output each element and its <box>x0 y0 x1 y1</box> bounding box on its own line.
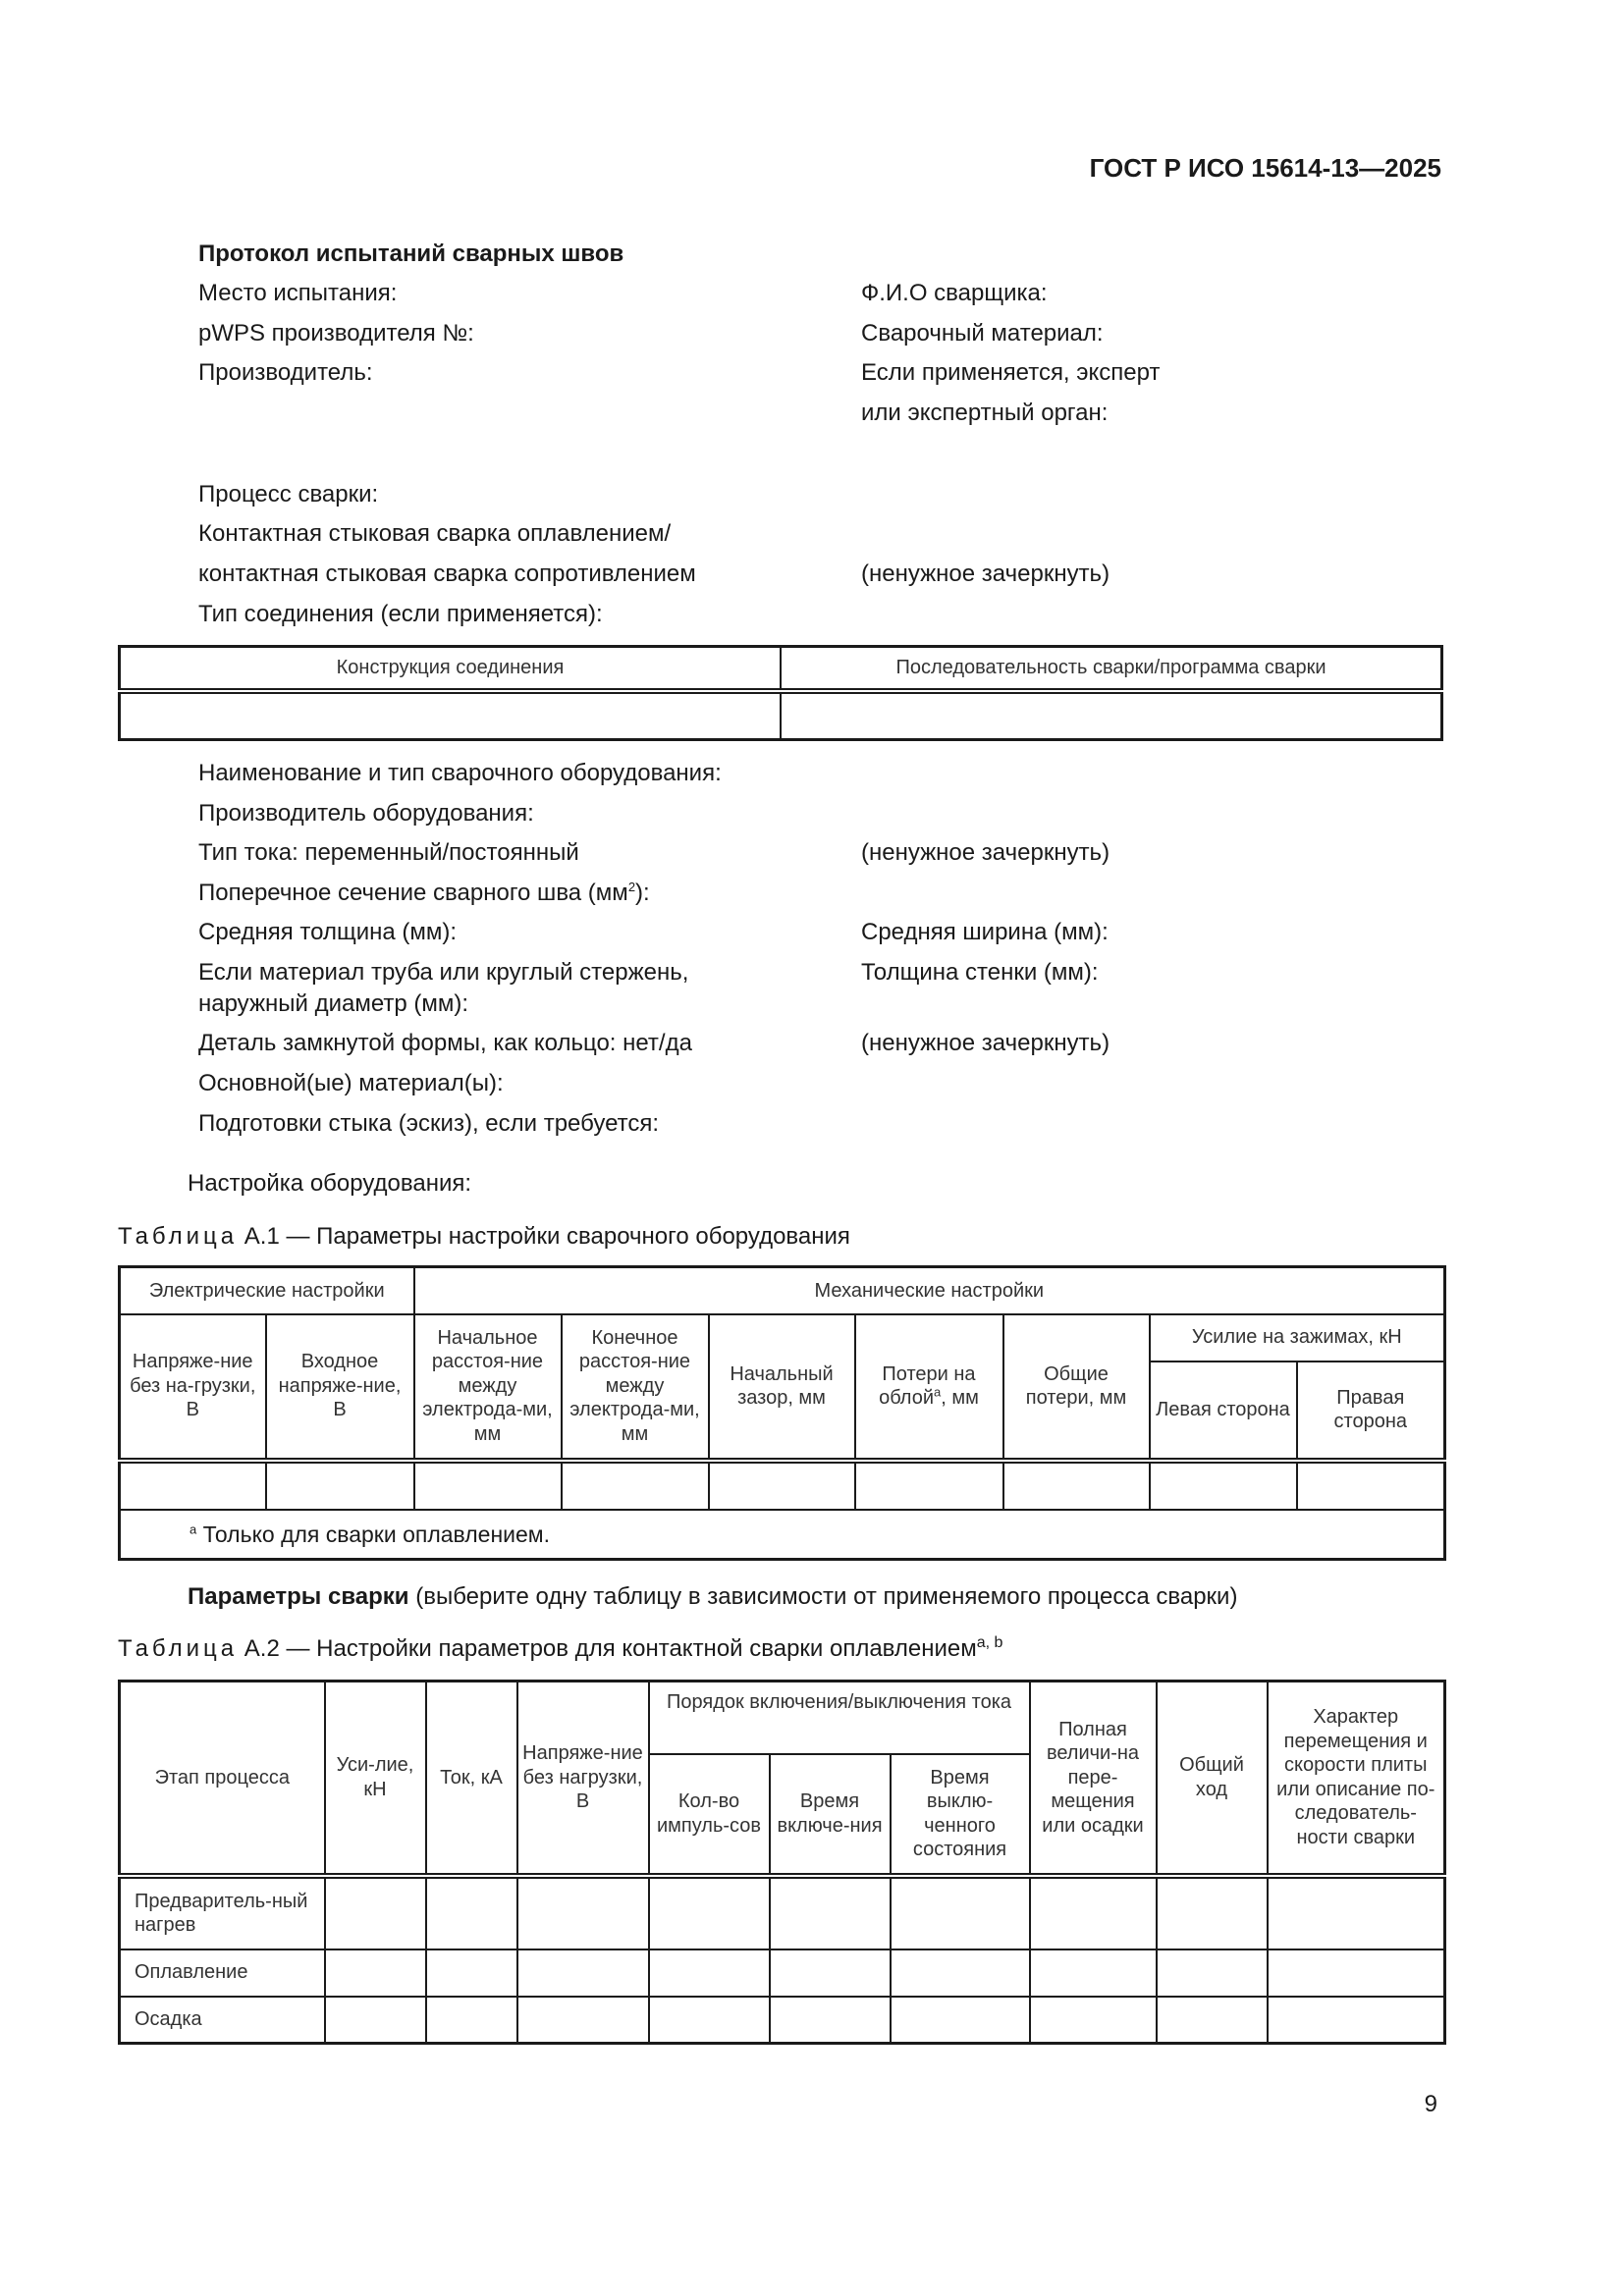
cell[interactable] <box>414 1461 562 1510</box>
caption-text: А.2 — Настройки параметров для контактной сварки оплавлением <box>244 1635 977 1662</box>
field-equipment: Наименование и тип сварочного оборудования: <box>198 760 722 786</box>
document-number: ГОСТ Р ИСО 15614-13—2025 <box>1089 153 1441 183</box>
cell[interactable] <box>1030 1997 1157 2044</box>
field-joint-prep: Подготовки стыка (эскиз), если требуется: <box>198 1110 660 1137</box>
field-manufacturer: Производитель: <box>198 359 373 386</box>
cell[interactable] <box>649 1949 770 1997</box>
field-expert-1: Если применяется, эксперт <box>861 359 1161 386</box>
field-base-material: Основной(ые) материал(ы): <box>198 1070 504 1096</box>
process-line-2: контактная стыковая сварка сопротивлением <box>198 561 696 587</box>
joint-design-header: Конструкция соединения <box>120 647 782 691</box>
flash-loss-text: Потери на облой <box>879 1362 976 1409</box>
field-cross-section <box>198 879 650 908</box>
cell[interactable] <box>770 1997 891 2044</box>
clamp-force-group: Усилие на зажимах, кН <box>1150 1314 1445 1362</box>
caption-prefix: Таблица <box>118 1635 239 1662</box>
cell[interactable] <box>1157 1876 1268 1949</box>
field-welder: Ф.И.О сварщика: <box>861 280 1048 306</box>
col-no-load-voltage: Напряже-ние без нагрузки, В <box>517 1682 649 1876</box>
setup-heading: Настройка оборудования: <box>188 1170 472 1197</box>
cell[interactable] <box>562 1461 709 1510</box>
cell[interactable] <box>1157 1997 1268 2044</box>
field-ring: Деталь замкнутой формы, как кольцо: нет/да <box>198 1030 692 1056</box>
cell[interactable] <box>1003 1461 1150 1510</box>
col-left-side: Левая сторона <box>1150 1362 1297 1461</box>
cell[interactable] <box>426 1949 517 1997</box>
row-label-upset: Осадка <box>120 1997 325 2044</box>
col-pulses: Кол-во импуль-сов <box>649 1754 770 1876</box>
joint-table <box>118 645 1443 741</box>
table-row <box>120 1876 1445 1949</box>
col-platen-movement: Характер перемещения и скорости плиты или описание по-следователь-ности сварки <box>1268 1682 1445 1876</box>
field-process: Процесс сварки: <box>198 481 379 507</box>
cell[interactable] <box>325 1876 426 1949</box>
sequence-cell[interactable] <box>781 691 1442 740</box>
col-total-loss: Общие потери, мм <box>1003 1314 1150 1461</box>
field-avg-width: Средняя ширина (мм): <box>861 919 1109 945</box>
table-a1 <box>118 1265 1446 1561</box>
cell[interactable] <box>517 1949 649 1997</box>
cell[interactable] <box>1268 1949 1445 1997</box>
col-no-load-voltage: Напряже-ние без на-грузки, В <box>120 1314 266 1461</box>
field-equipment-manufacturer: Производитель оборудования: <box>198 800 534 827</box>
cell[interactable] <box>1157 1949 1268 1997</box>
field-pipe-2: наружный диаметр (мм): <box>198 990 469 1017</box>
mechanical-group-header: Механические настройки <box>414 1267 1445 1314</box>
cell[interactable] <box>325 1997 426 2044</box>
field-expert-2: или экспертный орган: <box>861 400 1109 426</box>
cell[interactable] <box>1268 1997 1445 2044</box>
protocol-title: Протокол испытаний сварных швов <box>198 240 624 267</box>
field-pwps: pWPS производителя №: <box>198 320 474 347</box>
col-force: Уси-лие, кН <box>325 1682 426 1876</box>
cell[interactable] <box>120 1461 266 1510</box>
caption-text: А.1 — Параметры настройки сварочного оборудования <box>244 1223 850 1250</box>
field-joint-type: Тип соединения (если применяется): <box>198 601 603 627</box>
field-test-location: Место испытания: <box>198 280 398 306</box>
current-note: (ненужное зачеркнуть) <box>861 839 1110 866</box>
col-flash-loss <box>855 1314 1003 1461</box>
footnote-text: Только для сварки оплавлением. <box>202 1521 551 1547</box>
electrical-group-header: Электрические настройки <box>120 1267 414 1314</box>
cell[interactable] <box>770 1949 891 1997</box>
col-off-time: Время выклю-ченного состояния <box>891 1754 1030 1876</box>
cell[interactable] <box>891 1876 1030 1949</box>
joint-design-cell[interactable] <box>120 691 782 740</box>
flash-loss-sup: a <box>934 1384 942 1400</box>
row-label-preheat: Предваритель-ный нагрев <box>120 1876 325 1949</box>
strike-note: (ненужное зачеркнуть) <box>861 561 1110 587</box>
cell[interactable] <box>517 1876 649 1949</box>
cell[interactable] <box>855 1461 1003 1510</box>
col-total-displacement: Полная величи-на пере-мещения или осадки <box>1030 1682 1157 1876</box>
field-pipe-1: Если материал труба или круглый стержень, <box>198 959 689 986</box>
col-total-stroke: Общий ход <box>1157 1682 1268 1876</box>
process-line-1: Контактная стыковая сварка оплавлением/ <box>198 520 672 547</box>
flash-loss-end: , мм <box>941 1387 979 1409</box>
ring-note: (ненужное зачеркнуть) <box>861 1030 1110 1056</box>
current-sequence-group: Порядок включения/выключения тока <box>649 1682 1030 1754</box>
col-input-voltage: Входное напряже-ние, В <box>266 1314 414 1461</box>
table-a1-footnote <box>120 1510 1445 1560</box>
table-a2-caption <box>118 1635 1002 1663</box>
cell[interactable] <box>709 1461 855 1510</box>
col-stage: Этап процесса <box>120 1682 325 1876</box>
table-row <box>120 1461 1445 1510</box>
col-current: Ток, кА <box>426 1682 517 1876</box>
cell[interactable] <box>1030 1876 1157 1949</box>
cell[interactable] <box>891 1997 1030 2044</box>
field-current-type: Тип тока: переменный/постоянный <box>198 839 579 866</box>
field-wall-thickness: Толщина стенки (мм): <box>861 959 1099 986</box>
table-row <box>120 1997 1445 2044</box>
welding-params-heading <box>188 1582 1237 1612</box>
col-initial-gap: Начальный зазор, мм <box>709 1314 855 1461</box>
field-avg-thickness: Средняя толщина (мм): <box>198 919 458 945</box>
cell[interactable] <box>266 1461 414 1510</box>
page-number: 9 <box>1424 2091 1437 2117</box>
table-row <box>120 1949 1445 1997</box>
row-label-flashing: Оплавление <box>120 1949 325 1997</box>
caption-sup: a, b <box>976 1634 1003 1651</box>
table-a2 <box>118 1680 1446 2045</box>
col-initial-distance: Начальное расстоя-ние между электрода-ми, мм <box>414 1314 562 1461</box>
cell[interactable] <box>1150 1461 1297 1510</box>
cell[interactable] <box>1268 1876 1445 1949</box>
cross-section-text: Поперечное сечение сварного шва (мм <box>198 880 628 906</box>
sequence-header: Последовательность сварки/программа сварки <box>781 647 1442 691</box>
cross-section-end: ): <box>635 880 650 906</box>
cell[interactable] <box>1297 1461 1445 1510</box>
cell[interactable] <box>891 1949 1030 1997</box>
cell[interactable] <box>770 1876 891 1949</box>
table-a1-caption <box>118 1223 850 1251</box>
col-right-side: Правая сторона <box>1297 1362 1445 1461</box>
cell[interactable] <box>649 1997 770 2044</box>
cell[interactable] <box>426 1876 517 1949</box>
welding-params-note: (выберите одну таблицу в зависимости от применяемого процесса сварки) <box>408 1583 1238 1610</box>
cell[interactable] <box>426 1997 517 2044</box>
cell[interactable] <box>325 1949 426 1997</box>
welding-params-title: Параметры сварки <box>188 1583 409 1610</box>
cell[interactable] <box>649 1876 770 1949</box>
cell[interactable] <box>1030 1949 1157 1997</box>
field-consumable: Сварочный материал: <box>861 320 1104 347</box>
caption-prefix: Таблица <box>118 1223 239 1250</box>
cell[interactable] <box>517 1997 649 2044</box>
col-on-time: Время включе-ния <box>770 1754 891 1876</box>
cross-section-sup: 2 <box>627 880 636 894</box>
footnote-mark: a <box>189 1521 197 1536</box>
col-final-distance: Конечное расстоя-ние между электрода-ми, мм <box>562 1314 709 1461</box>
